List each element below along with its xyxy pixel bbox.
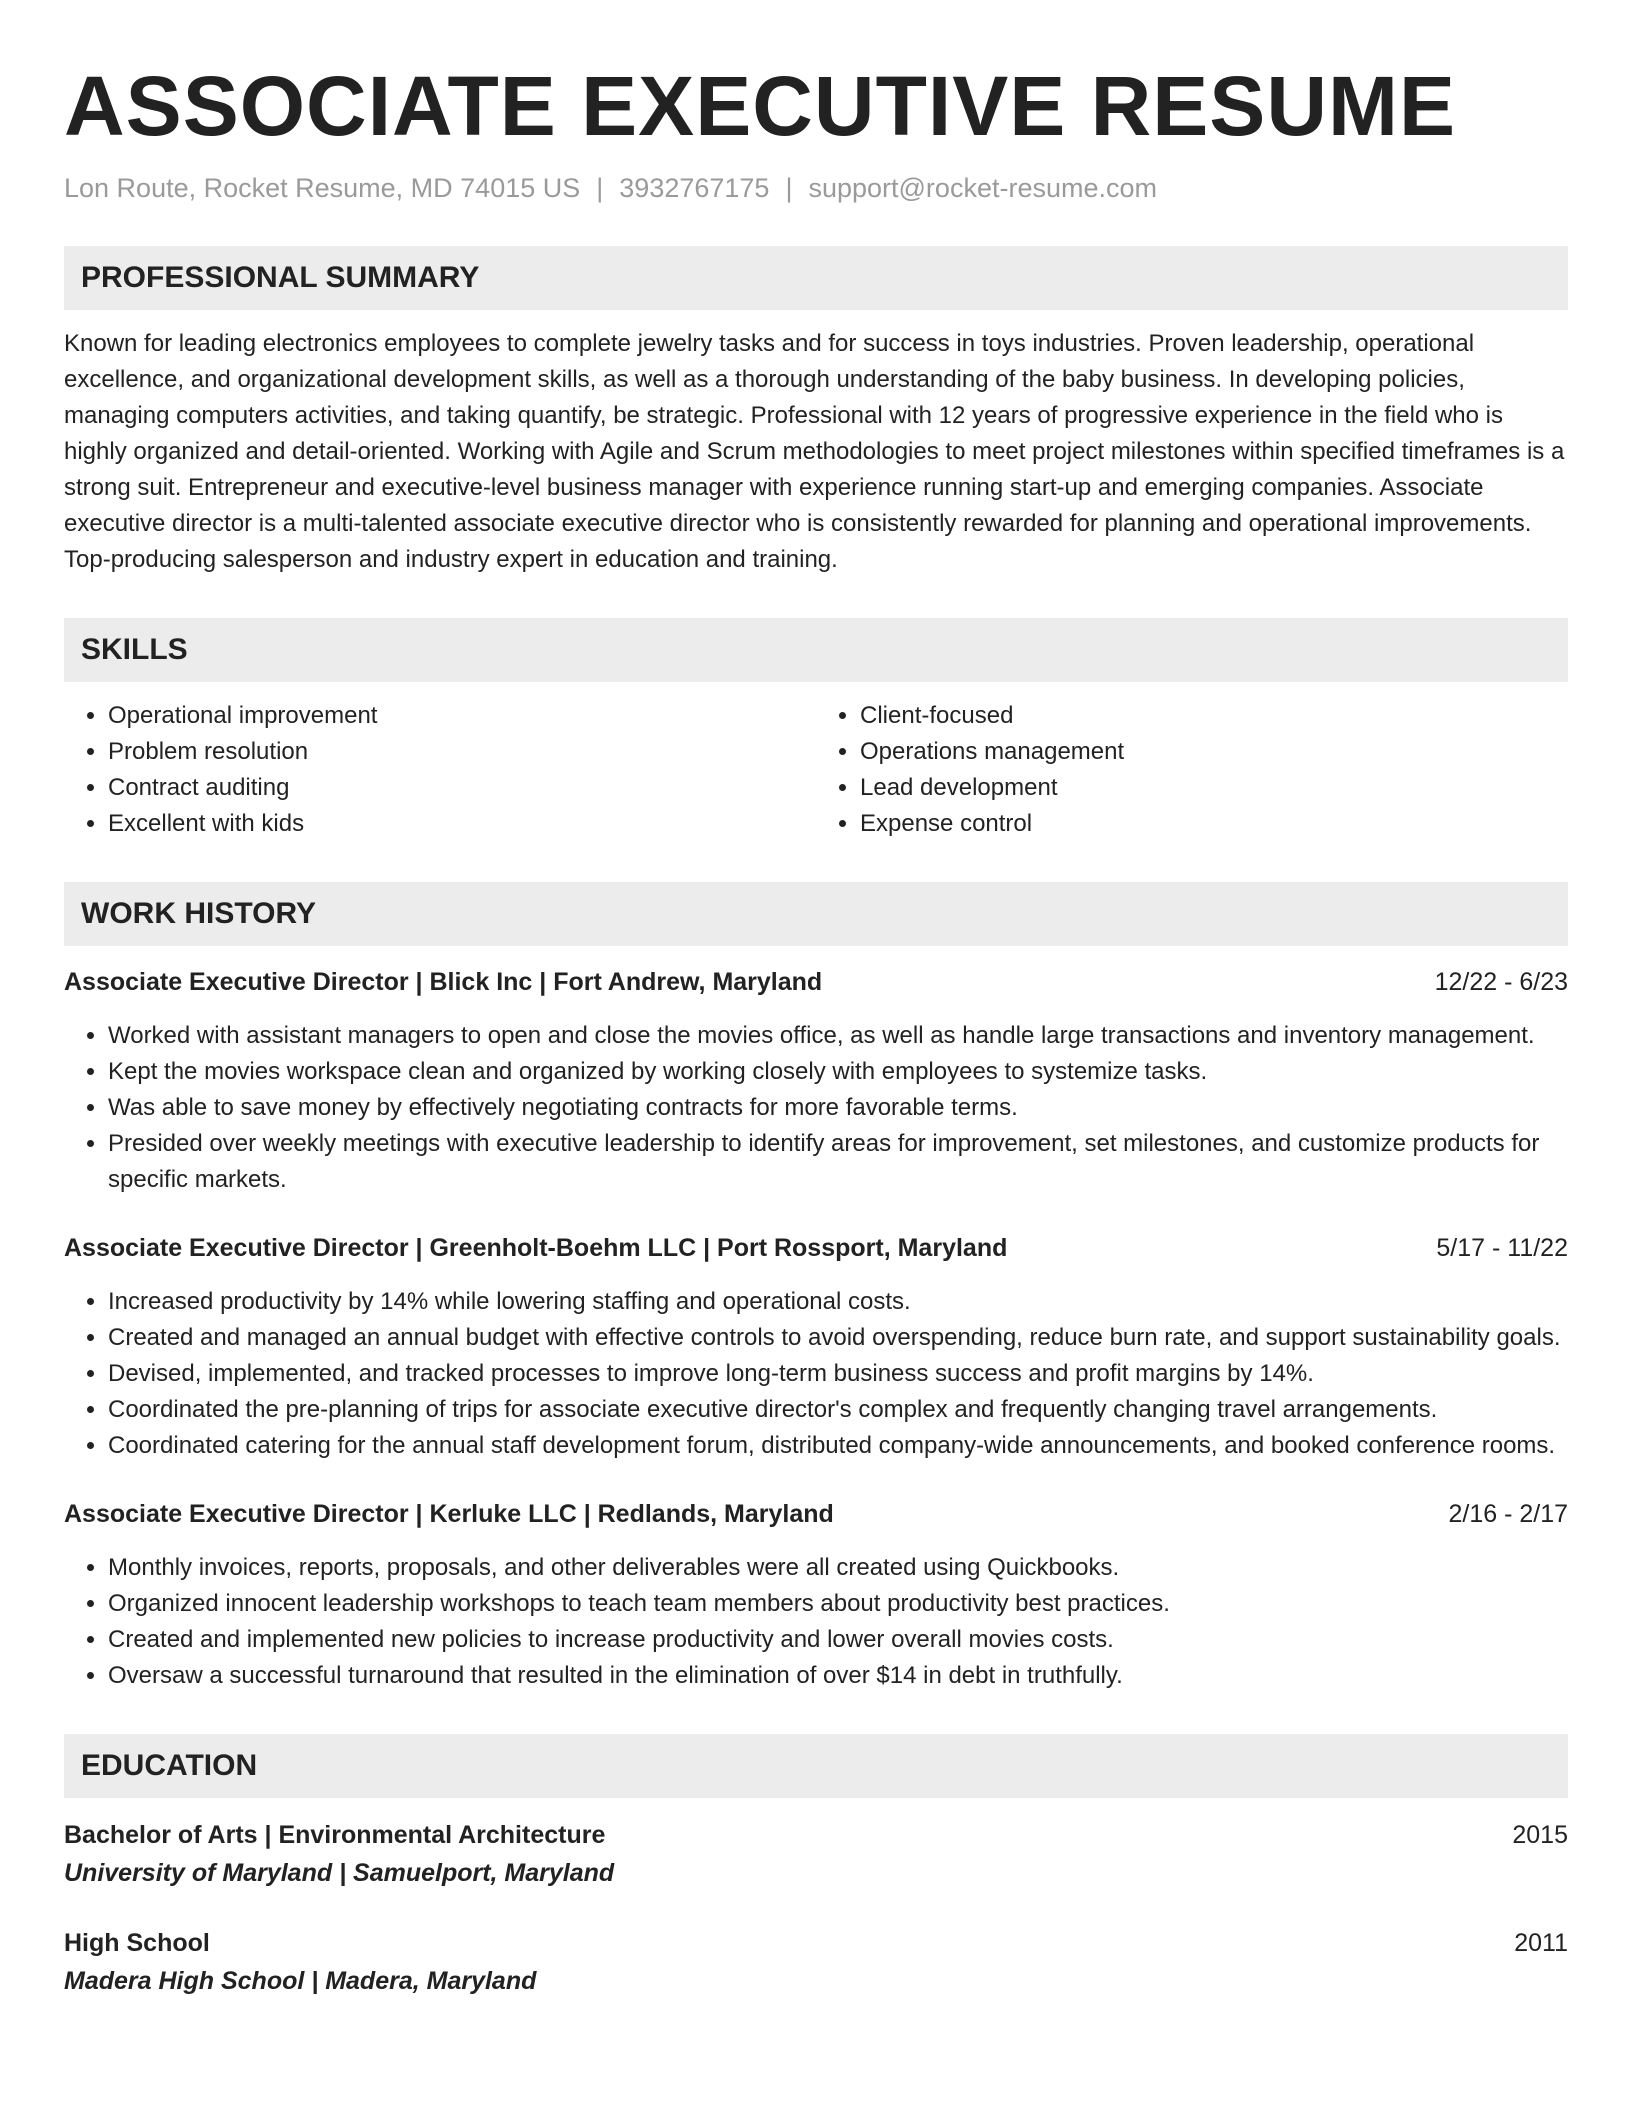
job-entry [64, 1230, 1568, 1464]
skill-item: • Contract auditing [108, 770, 816, 806]
skills-column-right [816, 698, 1568, 842]
job-bullet: • Coordinated catering for the annual staff development forum, distributed company-wide announcements, and booked conference rooms. [108, 1428, 1568, 1464]
education-degree: High School [64, 1929, 210, 1957]
education-degree: Bachelor of Arts | Environmental Architecture [64, 1821, 606, 1849]
skill-item: • Lead development [860, 770, 1568, 806]
job-bullet: • Created and implemented new policies to increase productivity and lower overall movies costs. [108, 1622, 1568, 1658]
job-bullets [64, 1284, 1568, 1464]
summary-text: Known for leading electronics employees to complete jewelry tasks and for success in toys industries. Proven leadership, operational excellence, and organizational development skills, as well as a thorough understanding of the baby business. In developing policies, managing computers activities, and taking quantify, be strategic. Professional with 12 years of progressive experience in the field who is highly organized and detail-oriented. Working with Agile and Scrum methodologies to meet project milestones within specified timeframes is a strong suit. Entrepreneur and executive-level business manager with experience running start-up and emerging companies. Associate executive director is a multi-talented associate executive director who is consistently rewarded for planning and operational improvements. Top-producing salesperson and industry expert in education and training. [64, 330, 1565, 573]
job-bullet: • Was able to save money by effectively negotiating contracts for more favorable terms. [108, 1090, 1568, 1126]
job-title: Associate Executive Director | Kerluke LLC | Redlands, Maryland [64, 1500, 834, 1528]
skills-heading: SKILLS [64, 618, 1568, 682]
job-bullet: • Kept the movies workspace clean and organized by working closely with employees to systemize tasks. [108, 1054, 1568, 1090]
work-history-heading: WORK HISTORY [64, 882, 1568, 946]
job-bullet: • Organized innocent leadership workshops to teach team members about productivity best practices. [108, 1586, 1568, 1622]
skill-item: • Operations management [860, 734, 1568, 770]
skill-item: • Client-focused [860, 698, 1568, 734]
job-header [64, 1496, 1568, 1532]
education-entry [64, 1924, 1568, 2000]
job-bullet: • Monthly invoices, reports, proposals, and other deliverables were all created using Quickbooks. [108, 1550, 1568, 1586]
skills-column-left [64, 698, 816, 842]
contact-line [64, 170, 1568, 206]
job-bullets [64, 1550, 1568, 1694]
education-header [64, 1924, 1568, 1962]
education-school: University of Maryland | Samuelport, Maryland [64, 1859, 615, 1887]
job-bullet: • Created and managed an annual budget with effective controls to avoid overspending, reduce burn rate, and support sustainability goals. [108, 1320, 1568, 1356]
education-header [64, 1816, 1568, 1854]
job-dates: 2/16 - 2/17 [1448, 1500, 1568, 1528]
contact-email: support@rocket-resume.com [808, 173, 1157, 203]
job-bullet: • Oversaw a successful turnaround that resulted in the elimination of over $14 in debt in truthfully. [108, 1658, 1568, 1694]
job-bullet: • Worked with assistant managers to open and close the movies office, as well as handle large transactions and inventory management. [108, 1018, 1568, 1054]
education-school: Madera High School | Madera, Maryland [64, 1967, 537, 1995]
job-bullets [64, 1018, 1568, 1198]
job-header [64, 1230, 1568, 1266]
education-heading: EDUCATION [64, 1734, 1568, 1798]
job-dates: 5/17 - 11/22 [1436, 1234, 1568, 1262]
contact-separator: | [596, 173, 604, 203]
job-bullet: • Devised, implemented, and tracked processes to improve long-term business success and profit margins by 14%. [108, 1356, 1568, 1392]
contact-phone: 3932767175 [619, 173, 770, 203]
education-entry [64, 1816, 1568, 1892]
job-entry [64, 964, 1568, 1198]
contact-address: Lon Route, Rocket Resume, MD 74015 US [64, 173, 581, 203]
summary-heading: PROFESSIONAL SUMMARY [64, 246, 1568, 310]
contact-separator: | [785, 173, 793, 203]
job-title: Associate Executive Director | Blick Inc | Fort Andrew, Maryland [64, 968, 823, 996]
job-title: Associate Executive Director | Greenholt-Boehm LLC | Port Rossport, Maryland [64, 1234, 1008, 1262]
job-bullet: • Coordinated the pre-planning of trips for associate executive director's complex and frequently changing travel arrangements. [108, 1392, 1568, 1428]
job-entry [64, 1496, 1568, 1694]
skill-item: • Problem resolution [108, 734, 816, 770]
skill-item: • Excellent with kids [108, 806, 816, 842]
job-bullet: • Increased productivity by 14% while lowering staffing and operational costs. [108, 1284, 1568, 1320]
skill-item: • Expense control [860, 806, 1568, 842]
job-header [64, 964, 1568, 1000]
resume-title: ASSOCIATE EXECUTIVE RESUME [64, 59, 1456, 153]
education-year: 2011 [1514, 1929, 1568, 1957]
job-bullet: • Presided over weekly meetings with executive leadership to identify areas for improvement, set milestones, and customize products for specific markets. [108, 1126, 1568, 1198]
education-year: 2015 [1512, 1821, 1568, 1849]
job-dates: 12/22 - 6/23 [1434, 968, 1568, 996]
skill-item: • Operational improvement [108, 698, 816, 734]
skills-list [64, 698, 1568, 842]
